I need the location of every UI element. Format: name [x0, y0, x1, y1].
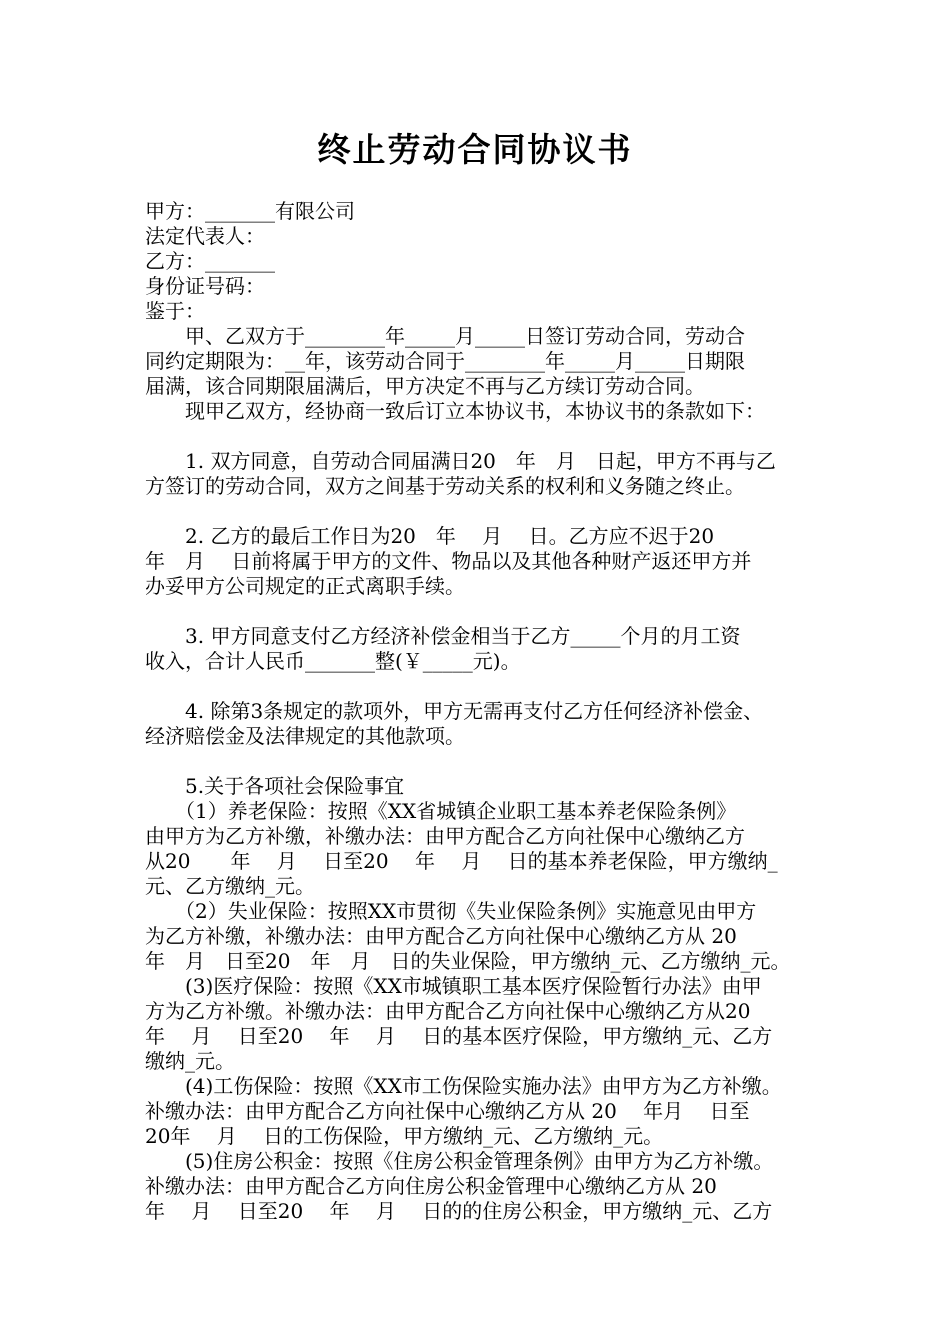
blank-line — [145, 424, 825, 449]
whereas-line: 鉴于： — [145, 299, 205, 323]
pension-line: （1）养老保险：按照《XX省城镇企业职工基本养老保险条例》 — [145, 799, 737, 823]
legal-rep-line: 法定代表人： — [145, 224, 265, 248]
unemployment-line: （2）失业保险：按照XX市贯彻《失业保险条例》实施意见由甲方 — [145, 899, 757, 923]
pension-line: 由甲方为乙方补缴，补缴办法：由甲方配合乙方向社保中心缴纳乙方 — [145, 824, 745, 848]
clause-3-line: 收入，合计人民币_______整(￥_____元)。 — [145, 649, 521, 673]
clause-1-line: 方签订的劳动合同，双方之间基于劳动关系的权利和义务随之终止。 — [145, 474, 745, 498]
clause-2-line: 办妥甲方公司规定的正式离职手续。 — [145, 574, 465, 598]
injury-line: 补缴办法：由甲方配合乙方向社保中心缴纳乙方从 20 年月 日至 — [145, 1099, 750, 1123]
blank-line — [145, 499, 825, 524]
pension-line: 元、乙方缴纳_元。 — [145, 874, 315, 898]
paragraph-line: 现甲乙双方，经协商一致后订立本协议书，本协议书的条款如下： — [145, 399, 765, 423]
housing-fund-line: 年 月 日至20 年 月 日的的住房公积金，甲方缴纳_元、乙方 — [145, 1199, 773, 1223]
pension-line: 从20 年 月 日至20 年 月 日的基本养老保险，甲方缴纳_ — [145, 849, 778, 873]
party-b-line: 乙方：_______ — [145, 249, 275, 273]
injury-line: 20年 月 日的工伤保险，甲方缴纳_元、乙方缴纳_元。 — [145, 1124, 664, 1148]
clause-4-line: 4. 除第3条规定的款项外，甲方无需再支付乙方任何经济补偿金、 — [145, 699, 764, 723]
id-number-line: 身份证号码： — [145, 274, 265, 298]
blank-line — [145, 674, 825, 699]
medical-line: 方为乙方补缴。补缴办法：由甲方配合乙方向社保中心缴纳乙方从20 — [145, 999, 751, 1023]
paragraph-line: 甲、乙双方于________年_____月_____日签订劳动合同，劳动合 — [145, 324, 745, 348]
clause-2-line: 2. 乙方的最后工作日为20 年 月 日。乙方应不迟于20 — [145, 524, 715, 548]
blank-line — [145, 599, 825, 624]
housing-fund-line: (5)住房公积金：按照《住房公积金管理条例》由甲方为乙方补缴。 — [145, 1149, 774, 1173]
unemployment-line: 为乙方补缴，补缴办法：由甲方配合乙方向社保中心缴纳乙方从 20 — [145, 924, 737, 948]
clause-4-line: 经济赔偿金及法律规定的其他款项。 — [145, 724, 465, 748]
document-title: 终止劳动合同协议书 — [317, 130, 633, 169]
clause-2-line: 年 月 日前将属于甲方的文件、物品以及其他各种财产返还甲方并 — [145, 549, 752, 573]
party-a-line: 甲方：_______有限公司 — [145, 199, 355, 223]
blank-line — [145, 749, 825, 774]
injury-line: (4)工伤保险：按照《XX市工伤保险实施办法》由甲方为乙方补缴。 — [145, 1074, 782, 1098]
unemployment-line: 年 月 日至20 年 月 日的失业保险，甲方缴纳_元、乙方缴纳_元。 — [145, 949, 791, 973]
paragraph-line: 同约定期限为：__年，该劳动合同于________年_____月_____日期限 — [145, 349, 745, 373]
clause-3-line: 3. 甲方同意支付乙方经济补偿金相当于乙方_____个月的月工资 — [145, 624, 741, 648]
medical-line: 缴纳_元。 — [145, 1049, 235, 1073]
clause-1-line: 1. 双方同意，自劳动合同届满日20 年 月 日起，甲方不再与乙 — [145, 449, 776, 473]
document-body — [145, 199, 825, 1224]
medical-line: 年 月 日至20 年 月 日的基本医疗保险，甲方缴纳_元、乙方 — [145, 1024, 773, 1048]
medical-line: (3)医疗保险：按照《XX市城镇职工基本医疗保险暂行办法》由甲 — [145, 974, 762, 998]
housing-fund-line: 补缴办法：由甲方配合乙方向住房公积金管理中心缴纳乙方从 20 — [145, 1174, 717, 1198]
clause-5-heading: 5.关于各项社会保险事宜 — [145, 774, 405, 798]
paragraph-line: 届满，该合同期限届满后，甲方决定不再与乙方续订劳动合同。 — [145, 374, 705, 398]
